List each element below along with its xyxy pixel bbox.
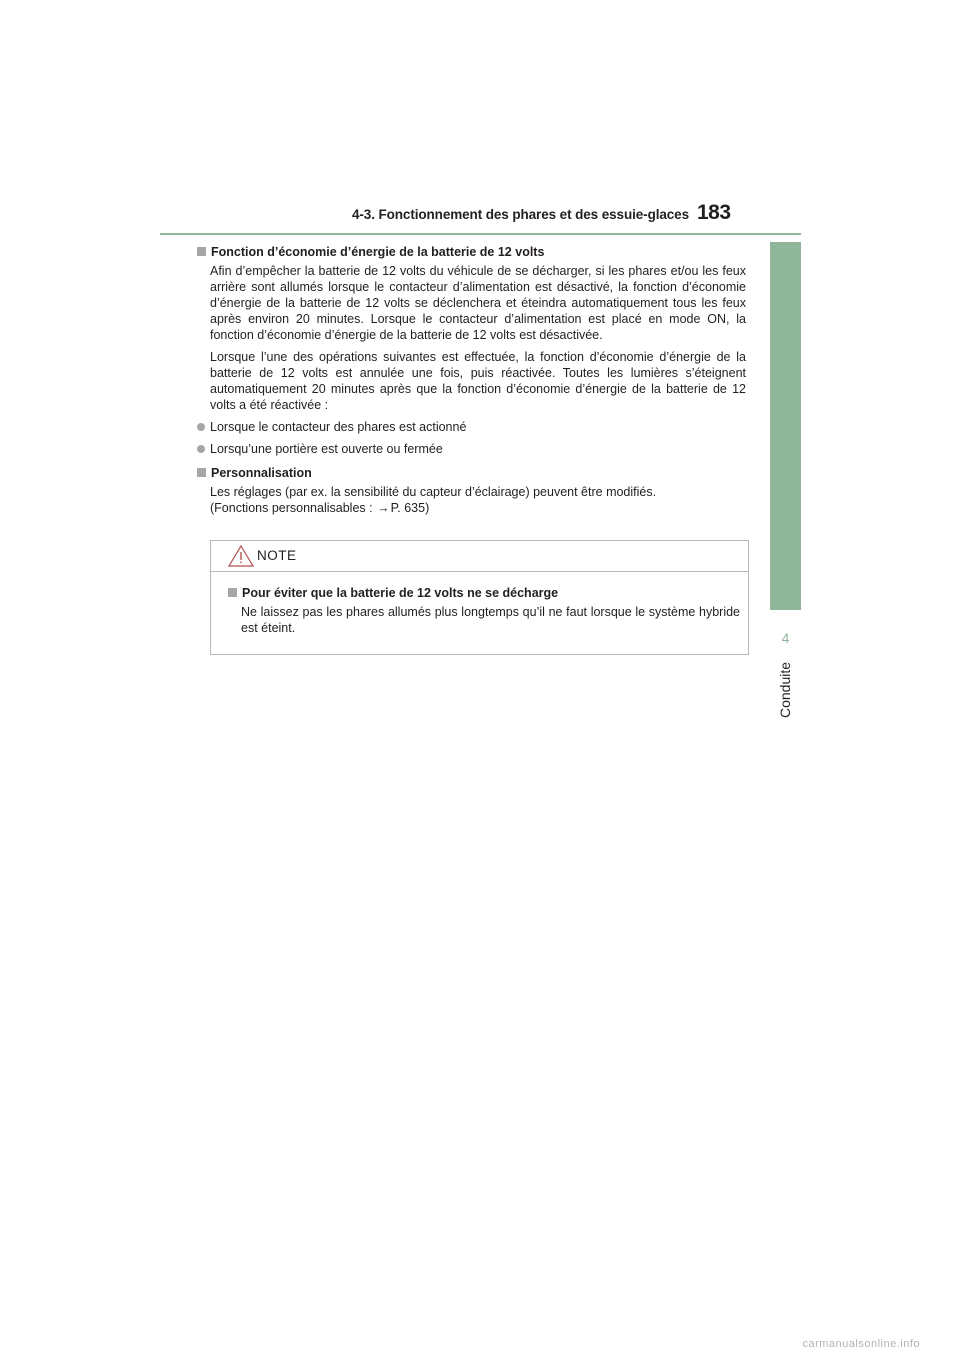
list-item-text: Lorsqu’une portière est ouverte ou fermée <box>210 442 443 456</box>
section-heading-text: Fonction d’économie d’énergie de la batterie de 12 volts <box>211 245 545 259</box>
note-box <box>210 540 749 655</box>
square-bullet-icon <box>228 588 237 597</box>
note-title: NOTE <box>257 548 297 563</box>
note-heading <box>228 585 740 601</box>
chapter-tab-number: 4 <box>781 630 790 646</box>
chapter-tab-label: Conduite <box>777 661 793 719</box>
paragraph: Afin d’empêcher la batterie de 12 volts du véhicule de se décharger, si les phares et/ou les feux arrière sont allumés lorsque le contacteur d’alimentation est désactivé, la fonction d’économie d’énergie de la batterie de 12 volts se déclenchera et éteindra automatiquement tous les feux après environ 20 minutes. Lorsque le contacteur d’alimentation est placé en mode ON, la fonction d’économie d’énergie de la batterie de 12 volts est désactivée. <box>210 264 746 342</box>
list-item <box>197 441 746 457</box>
section-title: 4-3. Fonctionnement des phares et des essuie-glaces <box>351 207 689 222</box>
list-item-text: Lorsque le contacteur des phares est actionné <box>210 420 467 434</box>
page-reference-link[interactable]: P. 635) <box>390 501 430 515</box>
header-divider <box>160 233 801 235</box>
reference-prefix: (Fonctions personnalisables : <box>210 501 377 515</box>
note-paragraph: Ne laissez pas les phares allumés plus longtemps qu’il ne faut lorsque le système hybride est éteint. <box>241 605 740 635</box>
paragraph: Lorsque l’une des opérations suivantes est effectuée, la fonction d’économie d’énergie de la batterie de 12 volts est annulée une fois, puis réactivée. Toutes les lumières s’éteignent automatiquement 20 minutes après que la fonction d’économie d’énergie de la batterie de 12 volts a été réactivée : <box>210 350 746 412</box>
customization-text <box>210 484 746 516</box>
square-bullet-icon <box>197 247 206 256</box>
square-bullet-icon <box>197 468 206 477</box>
customization-line: Les réglages (par ex. la sensibilité du capteur d’éclairage) peuvent être modifiés. <box>210 485 657 499</box>
watermark-logo: carmanualsonline.info <box>802 1338 920 1350</box>
chapter-tab <box>770 242 801 610</box>
section-heading-battery-saver <box>197 244 746 260</box>
list-item <box>197 419 746 435</box>
note-body <box>228 585 740 642</box>
section-heading-customization <box>197 465 746 481</box>
note-heading-text: Pour éviter que la batterie de 12 volts ne se décharge <box>242 586 559 600</box>
warning-triangle-icon <box>228 545 254 567</box>
page-number: 183 <box>697 201 731 224</box>
customization-reference <box>210 500 746 516</box>
section-heading-text: Personnalisation <box>211 466 312 480</box>
main-content <box>210 244 746 516</box>
arrow-right-icon: → <box>377 501 390 515</box>
note-header <box>211 541 748 572</box>
round-bullet-icon <box>197 445 205 453</box>
round-bullet-icon <box>197 423 205 431</box>
